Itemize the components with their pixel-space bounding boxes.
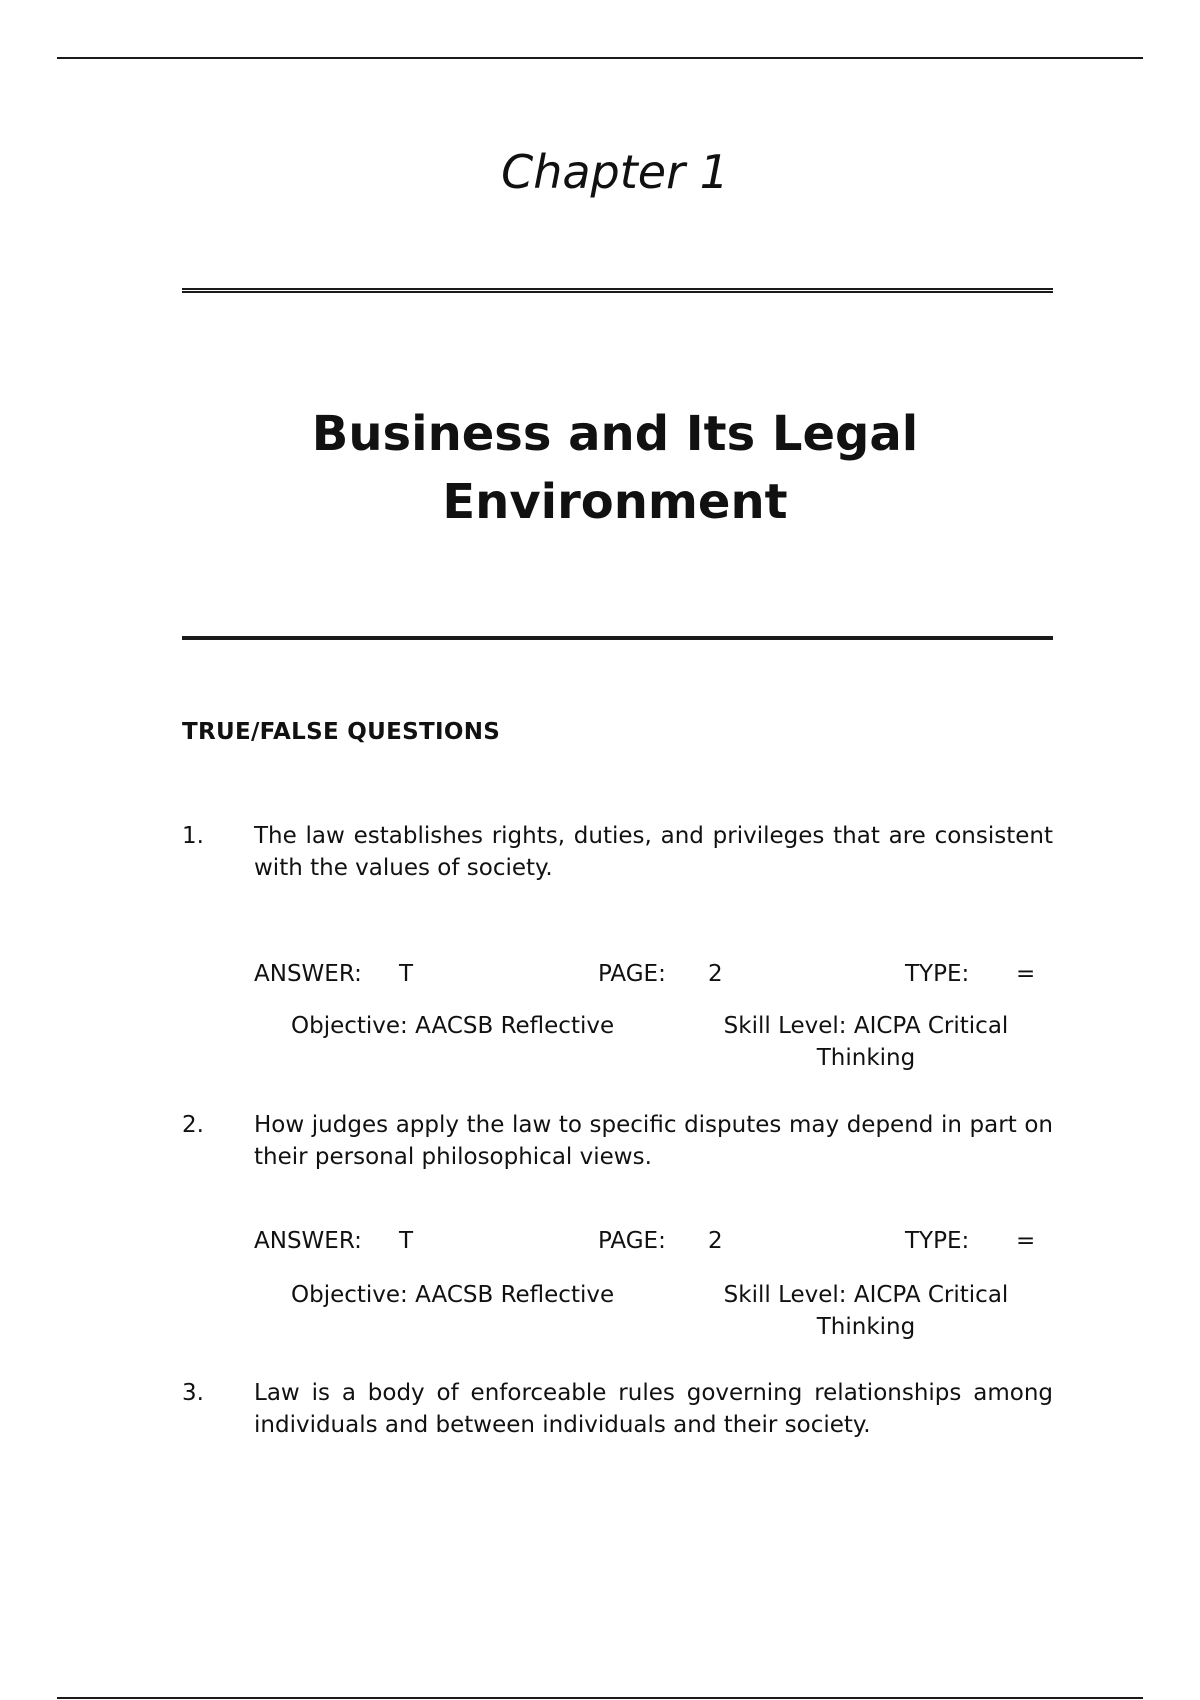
chapter-label: Chapter 1 <box>501 145 729 199</box>
section-heading: TRUE/FALSE QUESTIONS <box>182 719 501 745</box>
thick-divider <box>182 636 1053 640</box>
answer-label: ANSWER: <box>254 961 362 987</box>
type-value: = <box>1016 961 1036 987</box>
answer-label: ANSWER: <box>254 1228 362 1254</box>
answer-value: T <box>399 1228 414 1254</box>
question-number: 1. <box>182 823 204 849</box>
title-line-1: Business and Its Legal <box>311 406 919 462</box>
question-number: 2. <box>182 1112 204 1138</box>
question-number: 3. <box>182 1380 204 1406</box>
type-label: TYPE: <box>905 1228 970 1254</box>
answer-value: T <box>399 961 414 987</box>
question-text: The law establishes rights, duties, and privileges that are consistent with the values of society. <box>254 823 1053 881</box>
type-label: TYPE: <box>905 961 970 987</box>
question-text: Law is a body of enforceable rules governing relationships among individuals and between individuals and their society. <box>254 1380 1053 1438</box>
page-label: PAGE: <box>598 961 666 987</box>
skill-level-text: Skill Level: AICPA Critical Thinking <box>723 1282 1009 1340</box>
objective-text: Objective: AACSB Reflective <box>291 1282 615 1308</box>
bottom-page-rule <box>57 1697 1143 1699</box>
type-value: = <box>1016 1228 1036 1254</box>
page-label: PAGE: <box>598 1228 666 1254</box>
top-page-rule <box>57 57 1143 59</box>
page-value: 2 <box>708 1228 723 1254</box>
page-value: 2 <box>708 961 723 987</box>
skill-level-text: Skill Level: AICPA Critical Thinking <box>723 1013 1009 1071</box>
title-line-2: Environment <box>442 474 788 530</box>
question-text: How judges apply the law to specific disputes may depend in part on their personal philosophical views. <box>254 1112 1053 1170</box>
document-title <box>290 400 940 536</box>
double-divider <box>182 288 1053 293</box>
objective-text: Objective: AACSB Reflective <box>291 1013 615 1039</box>
